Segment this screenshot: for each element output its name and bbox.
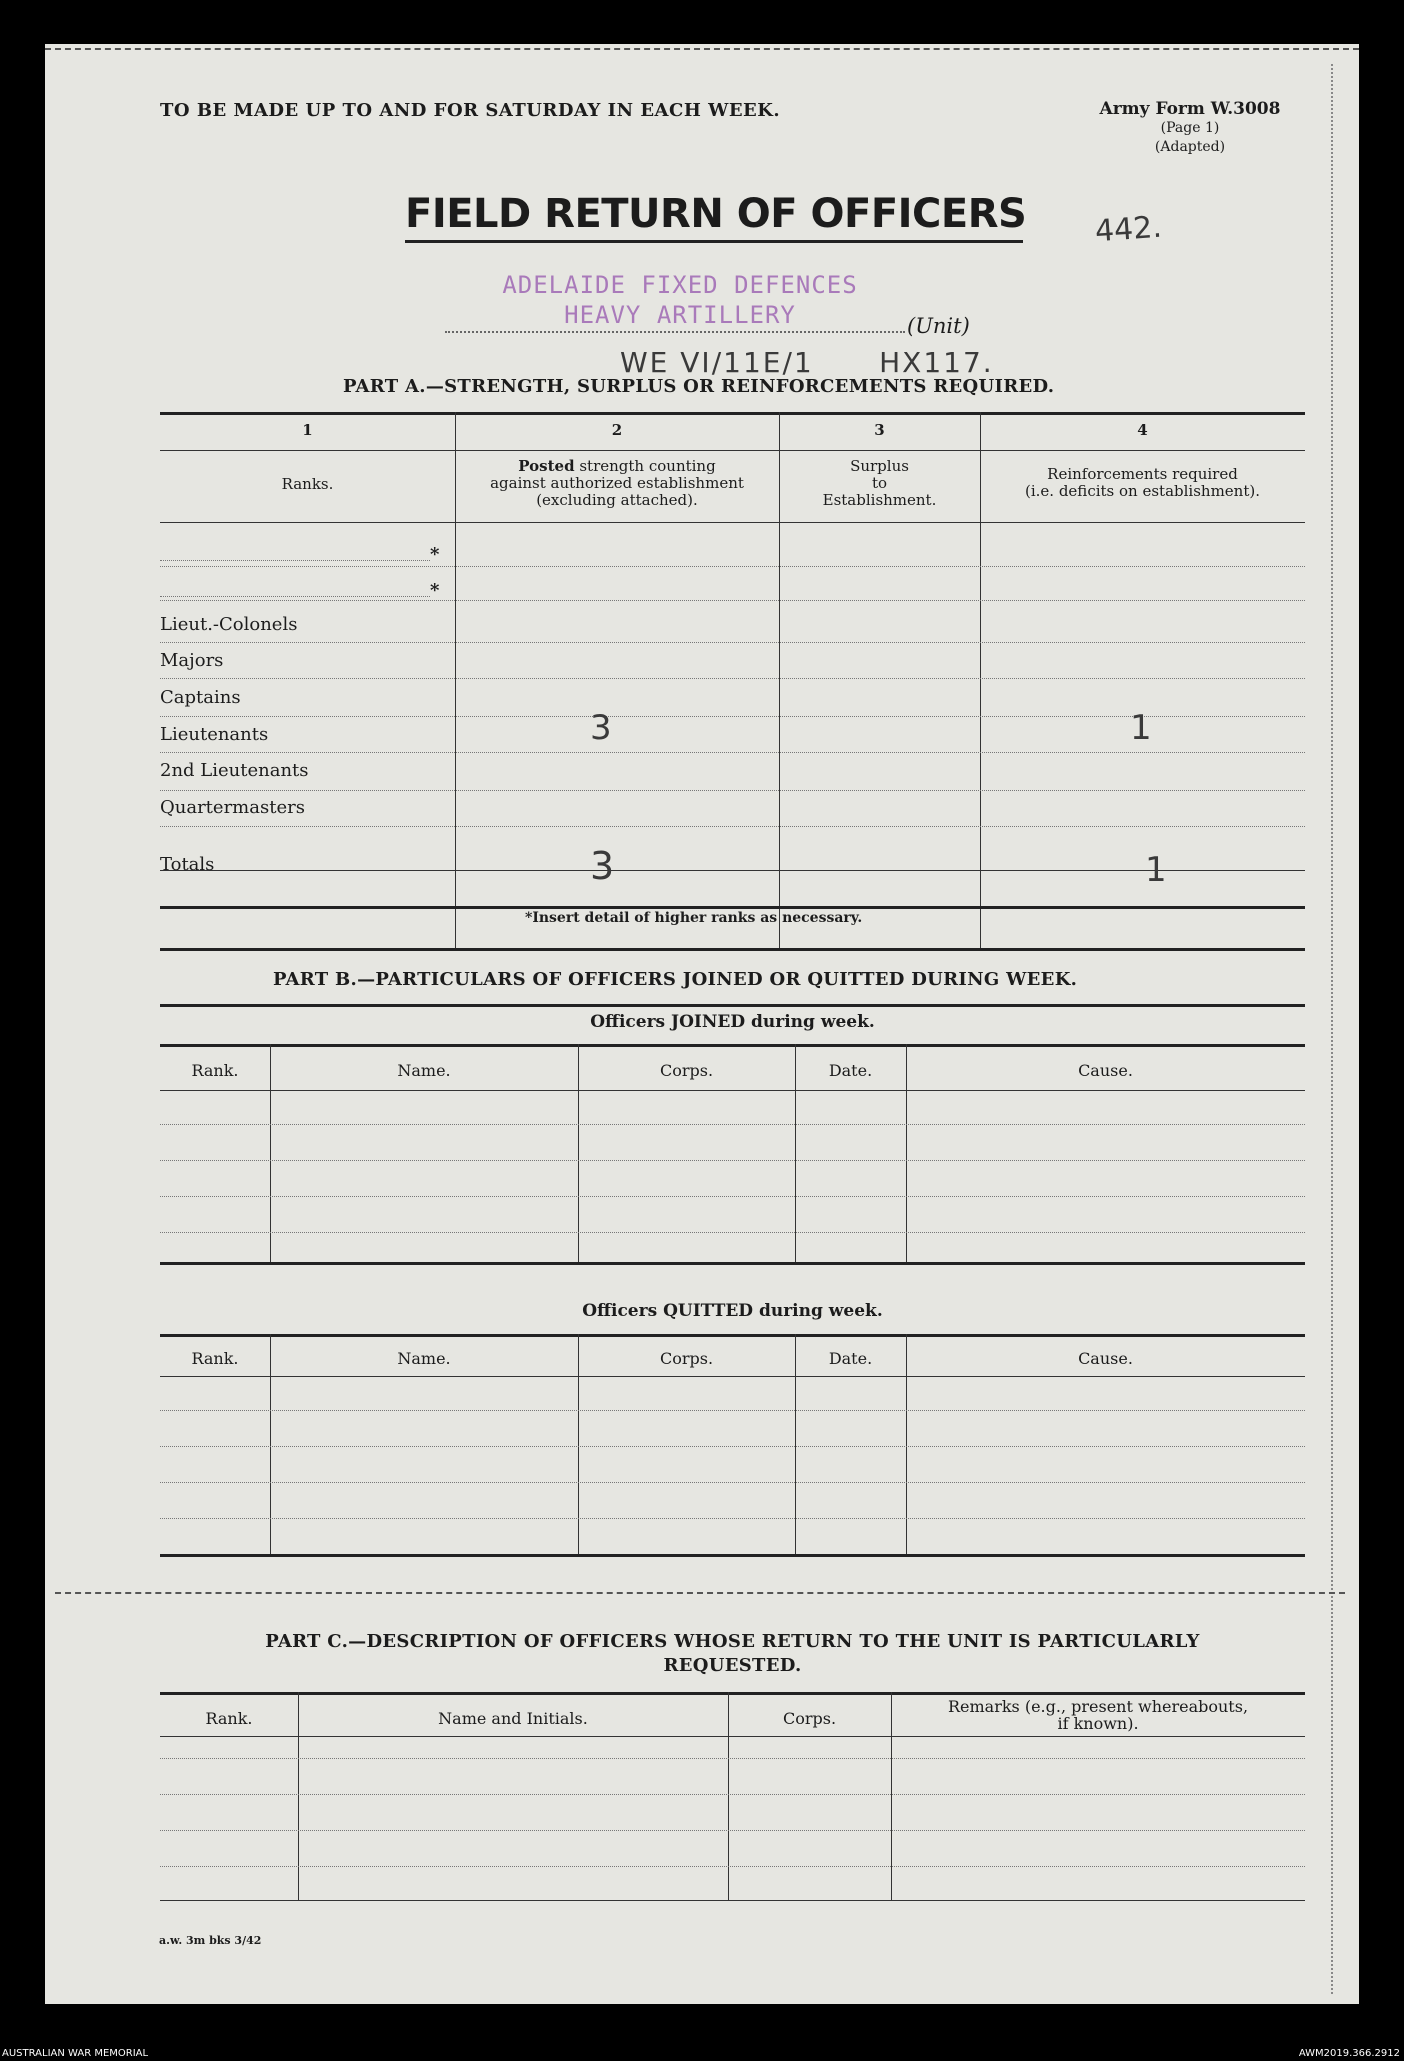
col-divider	[795, 1334, 796, 1554]
part-a-closing-rule	[160, 948, 1305, 951]
col-head-posted	[455, 458, 779, 509]
part-b-top-rule	[160, 1004, 1305, 1007]
joined-col-date: Date.	[828, 1061, 873, 1080]
tear-off-line	[55, 1592, 1345, 1594]
unit-field-line	[445, 331, 905, 333]
col-head-surplus	[779, 458, 980, 509]
col-divider	[270, 1334, 271, 1554]
unit-label: (Unit)	[907, 314, 970, 338]
form-number: Army Form W.3008	[1099, 99, 1281, 119]
quitted-title: Officers QUITTED during week.	[582, 1301, 883, 1321]
table-bottom-rule	[160, 1262, 1305, 1265]
row-rule	[160, 642, 1305, 643]
row-rule	[160, 1410, 1305, 1411]
table-top-rule	[160, 412, 1305, 415]
joined-col-corps: Corps.	[659, 1061, 714, 1080]
part-c-heading-line-1: PART C.—DESCRIPTION OF OFFICERS WHOSE RETURN TO THE UNIT IS PARTICULARLY	[265, 1631, 1200, 1652]
number-row-rule	[160, 450, 1305, 451]
row-rule	[160, 1866, 1305, 1867]
col-number-4: 4	[1137, 421, 1148, 439]
asterisk-mark: *	[430, 544, 440, 565]
col-divider	[578, 1334, 579, 1554]
rank-totals: Totals	[160, 854, 215, 875]
part-c-heading	[160, 1630, 1305, 1678]
part-c-col-remarks	[891, 1698, 1305, 1732]
lieutenants-posted-value: 3	[590, 708, 612, 748]
part-c-col-corps: Corps.	[782, 1709, 837, 1728]
joined-col-cause: Cause.	[1078, 1061, 1133, 1080]
totals-posted-value: 3	[590, 844, 615, 888]
header-rule	[160, 1376, 1305, 1377]
col-head-reinforcements	[980, 466, 1305, 500]
row-rule	[160, 790, 1305, 791]
joined-col-name: Name.	[397, 1061, 451, 1080]
row-rule	[160, 1232, 1305, 1233]
part-b-heading: PART B.—PARTICULARS OF OFFICERS JOINED OR QUITTED DURING WEEK.	[273, 969, 1078, 990]
row-rule	[160, 826, 1305, 827]
part-a-heading: PART A.—STRENGTH, SURPLUS OR REINFORCEMENTS REQUIRED.	[343, 376, 1055, 397]
posted-rest: strength counting	[574, 457, 716, 475]
table-top-rule	[160, 1044, 1305, 1047]
header-rule	[160, 1090, 1305, 1091]
perforation-top	[45, 48, 1359, 50]
rank-lieutenants: Lieutenants	[160, 724, 269, 745]
rank-2nd-lieutenants: 2nd Lieutenants	[160, 760, 309, 781]
quitted-col-corps: Corps.	[659, 1349, 714, 1368]
table-bottom-rule	[160, 1554, 1305, 1557]
unit-stamp	[455, 270, 905, 330]
lieutenants-reinforcements-value: 1	[1130, 708, 1152, 748]
asterisk-mark: *	[430, 580, 440, 601]
col-head-posted-line-2: against authorized establishment	[490, 474, 744, 492]
page-title: FIELD RETURN OF OFFICERS	[405, 191, 1027, 237]
col-number-3: 3	[874, 421, 885, 439]
quitted-col-cause: Cause.	[1078, 1349, 1133, 1368]
reinf-line-2: (i.e. deficits on establishment).	[1025, 482, 1260, 500]
surplus-line-3: Establishment.	[822, 491, 937, 509]
rank-majors: Majors	[160, 650, 224, 671]
col-number-1: 1	[302, 421, 313, 439]
instruction-text: TO BE MADE UP TO AND FOR SATURDAY IN EACH WEEK.	[160, 100, 781, 121]
joined-title: Officers JOINED during week.	[590, 1012, 875, 1032]
page-number: (Page 1)	[1160, 120, 1220, 136]
surplus-line-2: to	[871, 474, 888, 492]
stamp-line-2: HEAVY ARTILLERY	[564, 301, 796, 329]
row-rule	[160, 600, 1305, 601]
row-rule	[160, 1446, 1305, 1447]
quitted-col-rank: Rank.	[191, 1349, 239, 1368]
row-rule	[160, 678, 1305, 679]
blank-rank-line	[160, 560, 430, 561]
table-top-rule	[160, 1334, 1305, 1337]
row-rule	[160, 752, 1305, 753]
row-rule	[160, 1160, 1305, 1161]
part-c-col-rank: Rank.	[205, 1709, 253, 1728]
handwritten-reference-2: WE VI/11E/1 HX117.	[620, 346, 994, 379]
col-head-posted-line-3: (excluding attached).	[536, 491, 698, 509]
col-divider	[906, 1334, 907, 1554]
row-rule	[160, 1482, 1305, 1483]
rank-captains: Captains	[160, 687, 241, 708]
rank-quartermasters: Quartermasters	[160, 797, 305, 818]
remarks-line-1: Remarks (e.g., present whereabouts,	[947, 1697, 1249, 1716]
remarks-line-2: if known).	[1057, 1714, 1139, 1733]
col-number-2: 2	[611, 421, 623, 439]
row-rule	[160, 566, 1305, 567]
part-a-footnote: *Insert detail of higher ranks as necessary.	[525, 910, 863, 926]
totals-rule	[160, 870, 1305, 871]
part-c-heading-line-2: REQUESTED.	[663, 1655, 802, 1676]
form-number-block	[1075, 100, 1305, 157]
col-head-ranks: Ranks.	[281, 475, 334, 493]
posted-bold: Posted	[518, 457, 575, 475]
quitted-col-date: Date.	[828, 1349, 873, 1368]
totals-reinforcements-value: 1	[1145, 850, 1167, 890]
joined-col-rank: Rank.	[191, 1061, 239, 1080]
handwritten-reference: 442.	[1093, 209, 1163, 250]
row-rule	[160, 1758, 1305, 1759]
adapted-note: (Adapted)	[1154, 139, 1226, 155]
header-row-rule	[160, 522, 1305, 523]
header-rule	[160, 1736, 1305, 1737]
print-code: a.w. 3m bks 3/42	[159, 1934, 262, 1947]
row-rule	[160, 1794, 1305, 1795]
table-bottom-rule	[160, 1900, 1305, 1901]
archive-caption: AUSTRALIAN WAR MEMORIAL	[2, 2048, 149, 2059]
accession-number: AWM2019.366.2912	[1298, 2048, 1400, 2059]
table-top-rule	[160, 1692, 1305, 1695]
reinf-line-1: Reinforcements required	[1047, 465, 1238, 483]
surplus-line-1: Surplus	[850, 457, 909, 475]
stamp-line-1: ADELAIDE FIXED DEFENCES	[502, 271, 858, 299]
row-rule	[160, 1196, 1305, 1197]
blank-rank-line	[160, 596, 430, 597]
rank-lieut-colonels: Lieut.-Colonels	[160, 614, 298, 635]
perforation-right	[1331, 64, 1333, 1994]
col-head-posted-line-1	[455, 458, 779, 475]
part-a-bottom-rule	[160, 906, 1305, 909]
form-sheet	[45, 44, 1359, 2004]
row-rule	[160, 1518, 1305, 1519]
quitted-col-name: Name.	[397, 1349, 451, 1368]
row-rule	[160, 1124, 1305, 1125]
title-underline	[405, 240, 1023, 243]
part-c-col-name: Name and Initials.	[438, 1709, 588, 1728]
row-rule	[160, 1830, 1305, 1831]
